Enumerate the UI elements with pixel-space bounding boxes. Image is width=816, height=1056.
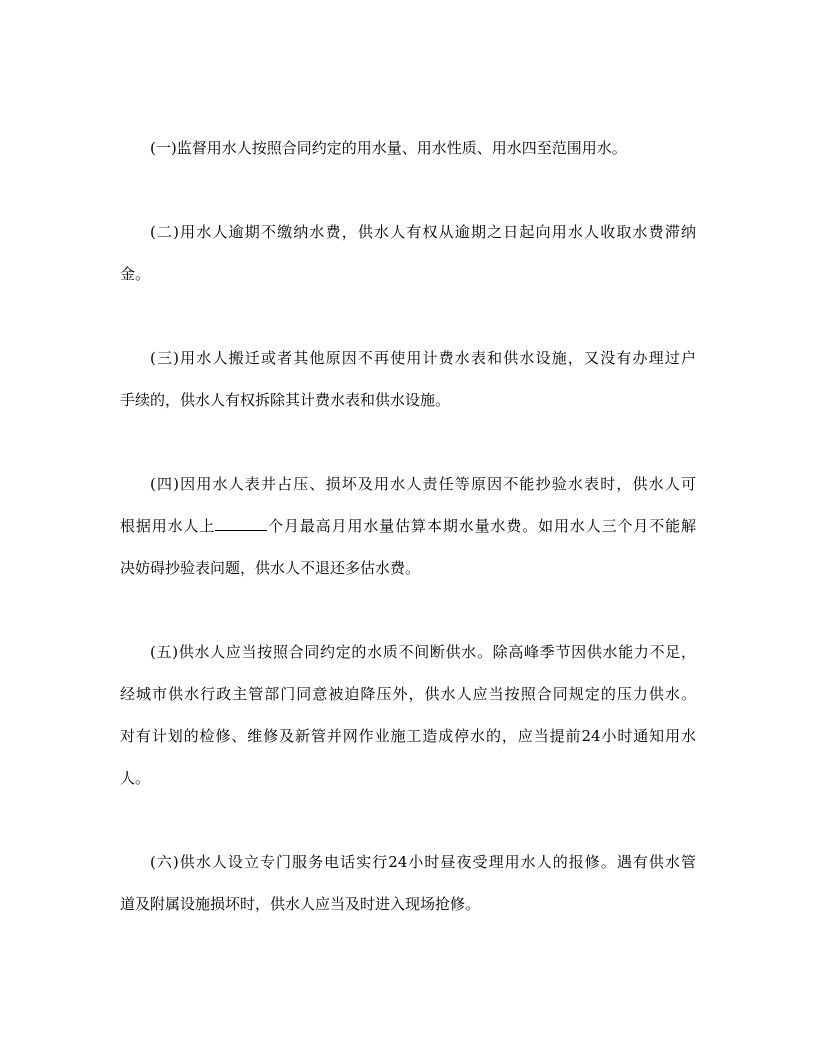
clause-3-line-1: (三)用水人搬迁或者其他原因不再使用计费水表和供水设施，又没有办理过户	[150, 349, 696, 367]
clause-6	[120, 841, 696, 925]
clause-4-line-2	[120, 505, 696, 547]
clause-2-line-2: 金。	[120, 265, 151, 283]
clause-5-line-4: 人。	[120, 769, 151, 787]
clause-3-line-2: 手续的，供水人有权拆除其计费水表和供水设施。	[120, 391, 451, 409]
clause-4-line-2-start: 根据用水人上	[120, 517, 216, 535]
clause-5-line-3: 对有计划的检修、维修及新管并网作业施工造成停水的，应当提前24小时通知用水	[120, 727, 696, 745]
clause-6-line-2: 道及附属设施损坏时，供水人应当及时进入现场抢修。	[120, 895, 481, 913]
clause-5	[120, 631, 696, 799]
clause-4	[120, 463, 696, 589]
clause-1-line-1: (一)监督用水人按照合同约定的用水量、用水性质、用水四至范围用水。	[150, 139, 627, 157]
clause-4-line-2-end: 个月最高月用水量估算本期水量水费。如用水人三个月不能解	[267, 517, 696, 535]
clause-5-line-1: (五)供水人应当按照合同约定的水质不间断供水。除高峰季节因供水能力不足，	[150, 643, 696, 661]
clause-4-line-1: (四)因用水人表井占压、损坏及用水人责任等原因不能抄验水表时，供水人可	[150, 475, 696, 493]
clause-3	[120, 337, 696, 421]
fill-in-blank[interactable]	[215, 514, 267, 531]
clause-4-line-3: 决妨碍抄验表问题，供水人不退还多估水费。	[120, 559, 421, 577]
clause-2-line-1: (二)用水人逾期不缴纳水费，供水人有权从逾期之日起向用水人收取水费滞纳	[150, 223, 696, 241]
clause-6-line-1: (六)供水人设立专门服务电话实行24小时昼夜受理用水人的报修。遇有供水管	[150, 853, 696, 871]
clause-1	[120, 127, 696, 169]
clause-2	[120, 211, 696, 295]
clause-5-line-2: 经城市供水行政主管部门同意被迫降压外，供水人应当按照合同规定的压力供水。	[120, 685, 696, 703]
